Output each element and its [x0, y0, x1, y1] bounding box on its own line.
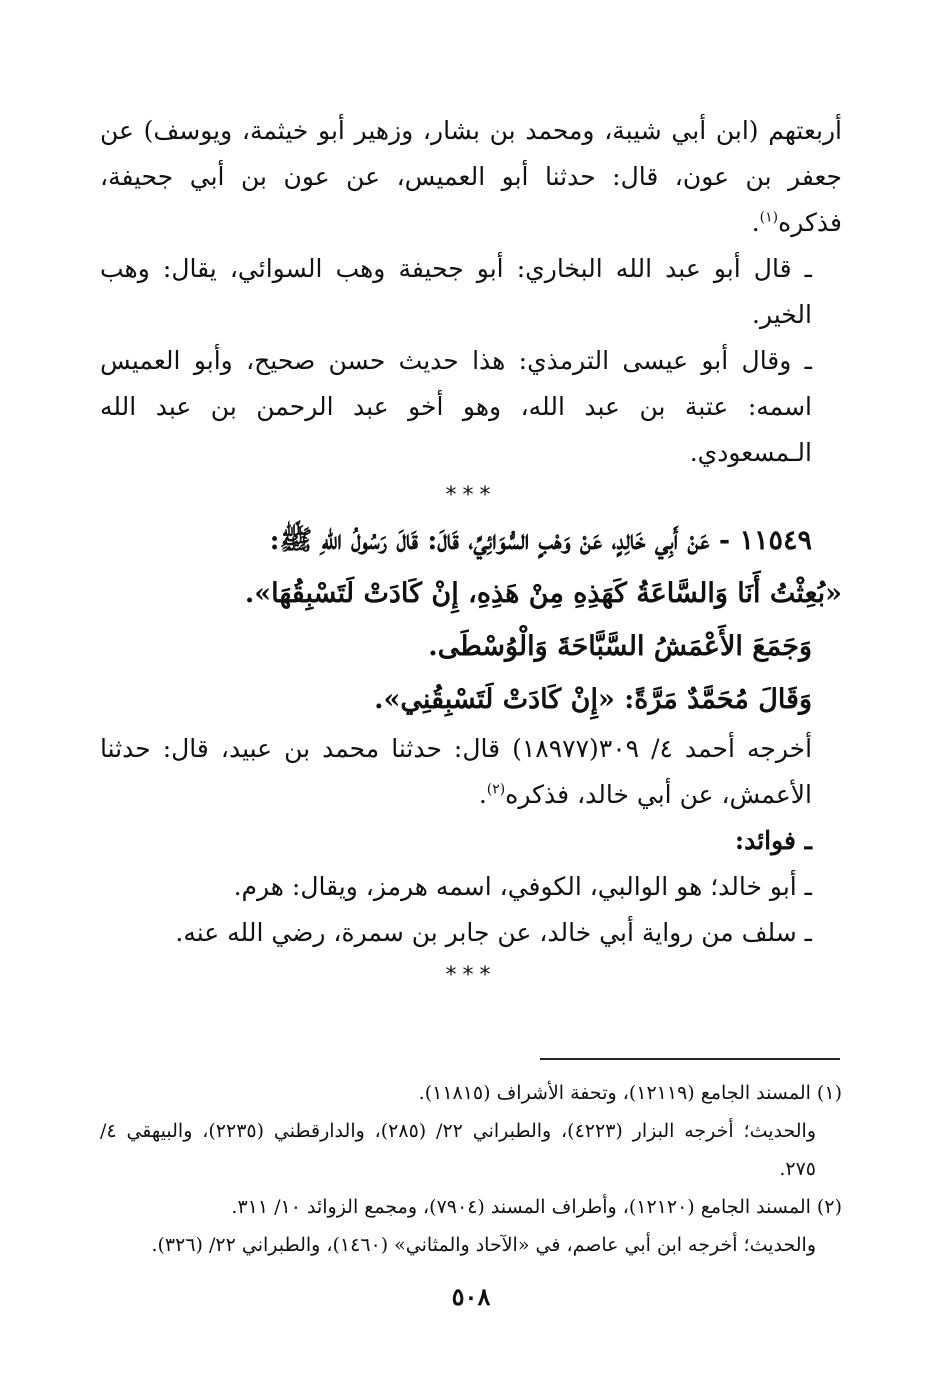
fawaid-item-1: ـ أبو خالد؛ هو الوالبي، الكوفي، اسمه هرمز، ويقال: هرم. [233, 872, 812, 901]
footnote-1-detail: والحديث؛ أخرجه البزار (٤٢٢٣)، والطبراني ٢٢/ (٢٨٥)، والدارقطني (٢٢٣٥)، والبيهقي ٤/ ٢٧٥. [100, 1120, 816, 1180]
hadith-text: «بُعِثْتُ أَنَا وَالسَّاعَةُ كَهَذِهِ مِنْ هَذِهِ، إِنْ كَادَتْ لَتَسْبِقُهَا». [244, 578, 842, 609]
paragraph-chain [100, 108, 842, 246]
main-text [100, 108, 842, 994]
footnote-ref-2: (٢) [486, 781, 506, 798]
footnotes [100, 1074, 842, 1264]
fawaid-heading: ـ فوائد: [734, 826, 812, 855]
paragraph-bukhari: ـ قال أبو عبد الله البخاري: أبو جحيفة وهب السوائي، يقال: وهب الخير. [100, 254, 812, 329]
paragraph-takhrij [100, 726, 842, 818]
takhrij-end: . [478, 780, 487, 809]
footnote-1: (١) المسند الجامع (١٢١١٩)، وتحفة الأشراف (١١٨١٥). [418, 1082, 842, 1104]
paragraph-tirmidhi: ـ وقال أبو عيسى الترمذي: هذا حديث حسن صحيح، وأبو العميس اسمه: عتبة بن عبد الله، وهو أخو عبد الرحمن بن عبد الله الـمسعودي. [100, 346, 812, 467]
section-separator-end: *** [445, 963, 497, 988]
page-number: ٥٠٨ [451, 1282, 491, 1311]
footnote-ref-1: (١) [759, 209, 779, 226]
chain-text: أربعتهم (ابن أبي شيبة، ومحمد بن بشار، وزهير أبو خيثمة، ويوسف) عن جعفر بن عون، قال: حدثنا أبو العميس، عن عون بن أبي جحيفة، فذكره [100, 116, 842, 237]
hadith-line-2: وَجَمَعَ الأَعْمَشُ السَّبَّاحَةَ وَالْوُسْطَى. [428, 631, 812, 662]
footnote-divider [540, 1058, 840, 1060]
chain-end: . [751, 208, 760, 237]
hadith-intro: ١١٥٤٩ - عَنْ أَبِي خَالِدٍ، عَنْ وَهْبٍ السُّوَائِيِّ، قَالَ: قَالَ رَسُولُ اللهِ ﷺ: [269, 525, 812, 556]
fawaid-item-2: ـ سلف من رواية أبي خالد، عن جابر بن سمرة، رضي الله عنه. [175, 918, 812, 947]
footnote-2: (٢) المسند الجامع (١٢١٢٠)، وأطراف المسند (٧٩٠٤)، ومجمع الزوائد ١٠/ ٣١١. [231, 1196, 842, 1218]
section-separator: *** [445, 483, 497, 508]
footnote-2-detail: والحديث؛ أخرجه ابن أبي عاصم، في «الآحاد والمثاني» (١٤٦٠)، والطبراني ٢٢/ (٣٢٦). [151, 1234, 816, 1256]
hadith-line-3: وَقَالَ مُحَمَّدٌ مَرَّةً: «إِنْ كَادَتْ لَتَسْبِقُنِي». [374, 684, 812, 715]
takhrij-text: أخرجه أحمد ٤/ ٣٠٩(١٨٩٧٧) قال: حدثنا محمد بن عبيد، قال: حدثنا الأعمش، عن أبي خالد، فذكره [100, 734, 813, 809]
